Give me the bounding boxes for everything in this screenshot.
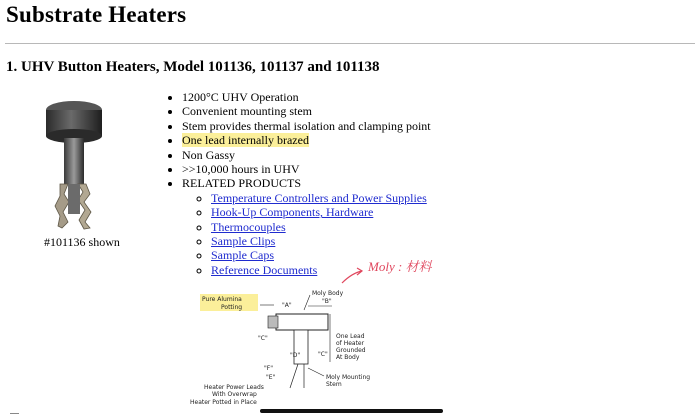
label-lead-3: Grounded	[336, 347, 366, 354]
feature-item-highlighted: • One lead internally brazed	[182, 133, 431, 147]
label-lead-4: At Body	[336, 354, 360, 361]
heater-dimension-diagram	[186, 258, 456, 410]
link-temperature-controllers[interactable]: Temperature Controllers and Power Supplies	[211, 190, 427, 205]
feature-item: • 1200°C UHV Operation	[182, 90, 431, 104]
related-item	[211, 205, 431, 219]
label-lead-2: of Heater	[336, 340, 365, 347]
label-power-1: Heater Power Leads	[204, 384, 264, 391]
feature-list	[165, 90, 431, 277]
label-b: "B"	[322, 298, 332, 305]
label-a: "A"	[282, 302, 292, 309]
related-products-heading: • RELATED PRODUCTS ◦ Temperature Controllers and Power Supplies ◦ Hook-Up Components, Hardware ◦ Thermocouples ◦ Sample Clips ◦ Sample Caps ◦ Reference Documents	[182, 176, 431, 277]
link-reference-documents[interactable]: Reference Documents	[211, 262, 318, 277]
label-power-2: With Overwrap	[212, 391, 257, 398]
label-lead-1: One Lead	[336, 333, 365, 340]
annotation-text: Moly : 材料	[368, 259, 432, 274]
photo-caption: #101136 shown	[44, 235, 120, 249]
feature-item: • Non Gassy	[182, 148, 431, 162]
label-stem-1: Moly Mounting	[326, 374, 371, 381]
label-c-left: "C"	[258, 335, 268, 342]
button-heater-photo	[38, 98, 108, 230]
related-item	[211, 234, 431, 248]
link-sample-caps[interactable]: Sample Caps	[211, 248, 274, 263]
label-pure-alumina: Pure Alumina	[202, 296, 242, 303]
section-title: 1. UHV Button Heaters, Model 101136, 101137 and 101138	[6, 59, 380, 75]
link-hook-up-components[interactable]: Hook-Up Components, Hardware	[211, 205, 374, 220]
label-d: "D"	[290, 352, 301, 359]
link-sample-clips[interactable]: Sample Clips	[211, 234, 276, 249]
home-indicator[interactable]	[260, 409, 443, 413]
label-c-right: "C"	[318, 351, 328, 358]
title-divider	[5, 43, 695, 44]
related-item	[211, 220, 431, 234]
page-title: Substrate Heaters	[6, 2, 187, 27]
feature-item: • Stem provides thermal isolation and clamping point	[182, 119, 431, 133]
feature-item: • >>10,000 hours in UHV	[182, 162, 431, 176]
related-item	[211, 191, 431, 205]
label-f: "F"	[264, 365, 273, 372]
link-thermocouples[interactable]: Thermocouples	[211, 219, 286, 234]
label-power-3: Heater Potted in Place	[190, 399, 257, 406]
label-e: "E"	[266, 374, 276, 381]
feature-item: • Convenient mounting stem	[182, 104, 431, 118]
label-potting: Potting	[221, 304, 243, 311]
label-moly-body: Moly Body	[312, 290, 344, 297]
edge-mark	[10, 413, 19, 414]
label-stem-2: Stem	[326, 381, 342, 388]
